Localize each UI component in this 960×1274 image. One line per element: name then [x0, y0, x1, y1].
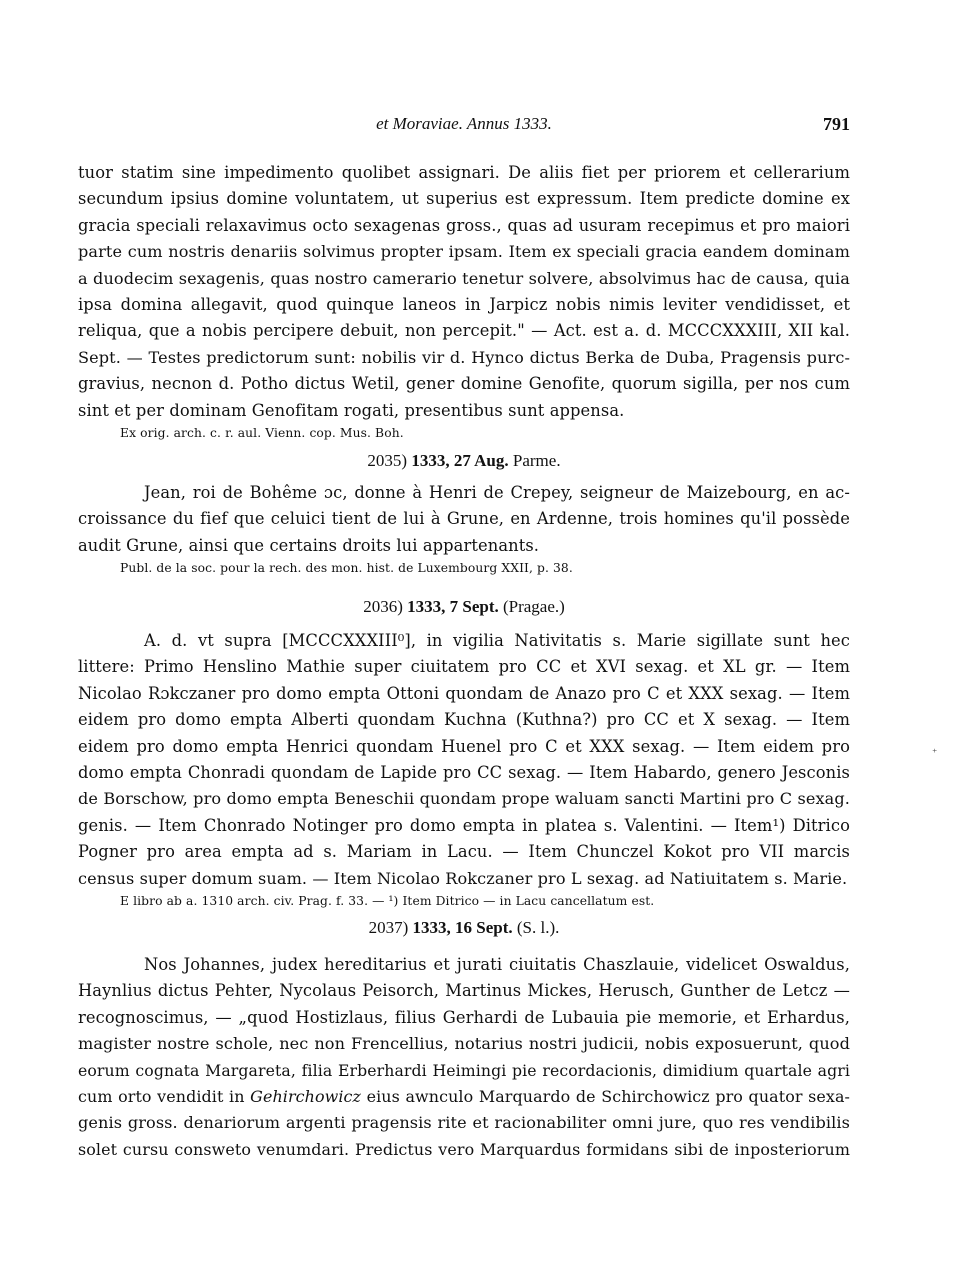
text-line: ipsa domina allegavit, quod quinque laneos in Jarpicz nobis nimis leviter vendidisset, et [78, 294, 850, 314]
running-head: et Moraviae. Annus 1333. [376, 114, 552, 133]
entry-place: Parme. [512, 451, 561, 470]
source-note: Publ. de la soc. pour la rech. des mon. hist. de Luxembourg XXII, p. 38. [120, 561, 573, 576]
text-line: genis gross. denariorum argenti pragensis rite et racionabiliter omni jure, quo res vendibilis [78, 1113, 850, 1133]
entry-heading-2037 [78, 918, 850, 938]
text-line: eidem pro domo empta Henrici quondam Huenel pro C et XXX sexag. — Item eidem pro [78, 736, 850, 756]
text-line: croissance du fief que celuici tient de lui à Grune, en Ardenne, trois homines qu'il possède [78, 509, 850, 529]
text-line: census super domum suam. — Item Nicolao Rokczaner pro L sexag. ad Natiuitatem s. Marie. [78, 868, 848, 888]
text-line: Nos Johannes, judex hereditarius et jurati ciuitatis Chaszlauie, videlicet Oswaldus, [144, 955, 850, 974]
text-line: sint et per dominam Genofitam rogati, presentibus sunt appensa. [78, 400, 625, 420]
margin-mark: ⁺ [932, 748, 938, 759]
entry-heading-2036 [78, 597, 850, 617]
text-line: domo empta Chonradi quondam de Lapide pro CC sexag. — Item Habardo, genero Jesconis [78, 762, 850, 782]
entry-body-2036 [78, 628, 850, 910]
text-line: littere: Primo Henslino Mathie super ciuitatem pro CC et XVI sexag. et XL gr. — Item [78, 657, 850, 677]
entry-date: 1333, 7 Sept. [407, 597, 499, 616]
text-line: tuor statim sine impedimento quolibet assignari. De aliis fiet per priorem et cellerarium [78, 163, 850, 182]
text-line: magister nostre schole, nec non Frencellius, notarius nostri judicii, nobis exposuerunt, quod [78, 1034, 850, 1054]
text-line: reliqua, que a nobis percipere debuit, non percepit." — Act. est a. d. MCCCXXXIII, XII kal. [78, 321, 850, 341]
italic-placename: Gehirchowicz [250, 1086, 362, 1106]
text-line: genis. — Item Chonrado Notinger pro domo empta in platea s. Valentini. — Item¹) Ditrico [78, 815, 850, 835]
text-line: solet cursu consweto venumdari. Predictus vero Marquardus formidans sibi de inposteriorum [78, 1139, 850, 1159]
text-line: parte cum nostris denariis solvimus propter ipsam. Item ex speciali gracia eandem dominam [78, 242, 850, 262]
text-segment: eius awnculo Marquardo de Schirchowicz pro quator sexa- [361, 1086, 851, 1106]
text-line: a duodecim sexagenis, quas nostro camerario tenetur solvere, absolvimus hac de causa, quia [78, 268, 850, 288]
text-line: A. d. vt supra [MCCCXXXIII⁰], in vigilia Nativitatis s. Marie sigillate sunt hec [144, 631, 850, 650]
entry-place: (Pragae.) [502, 597, 565, 616]
entry-body-2037 [78, 952, 850, 1163]
text-line: Haynlius dictus Pehter, Nycolaus Peisorch, Martinus Mickes, Herusch, Gunther de Letcz — [78, 981, 850, 1001]
page-number: 791 [823, 114, 850, 134]
text-line: secundum ipsius domine voluntatem, ut superius est expressum. Item predicte domine ex [78, 189, 850, 209]
entry-number: 2035) [367, 451, 408, 470]
entry-date: 1333, 27 Aug. [411, 451, 509, 470]
entry-body-2035 [78, 480, 850, 577]
continuation-paragraph [78, 160, 850, 442]
text-line: gracia speciali relaxavimus octo sexagenas gross., quas ad usuram recepimus et pro maiori [78, 215, 850, 235]
text-line: eorum cognata Margareta, filia Erberhardi Heimingi pie recordacionis, dimidium quartale agri [78, 1060, 850, 1080]
entry-place: (S. l.). [516, 918, 560, 937]
text-line: recognoscimus, — „quod Hostizlaus, filius Gerhardi de Lubauia pie memorie, et Erhardus, [78, 1007, 850, 1027]
text-line-with-placename [78, 1084, 850, 1110]
text-line: Nicolao Rɔkczaner pro domo empta Ottoni quondam de Anazo pro C et XXX sexag. — Item [78, 683, 850, 703]
text-line: gravius, necnon d. Potho dictus Wetil, gener domine Genofite, quorum sigilla, per nos cum [78, 374, 850, 394]
entry-number: 2036) [363, 597, 403, 616]
text-segment: cum orto vendidit in [78, 1086, 251, 1106]
entry-date: 1333, 16 Sept. [412, 918, 513, 937]
text-line: Jean, roi de Bohême ɔc, donne à Henri de Crepey, seigneur de Maizebourg, en ac- [144, 483, 850, 502]
text-line: eidem pro domo empta Alberti quondam Kuchna (Kuthna?) pro CC et X sexag. — Item [78, 710, 850, 730]
page-header [78, 114, 850, 144]
text-line: audit Grune, ainsi que certains droits lui appartenants. [78, 535, 540, 555]
text-line: Pogner pro area empta ad s. Mariam in Lacu. — Item Chunczel Kokot pro VII marcis [78, 842, 850, 862]
text-line: Sept. — Testes predictorum sunt: nobilis vir d. Hynco dictus Berka de Duba, Pragensis purc- [78, 347, 850, 367]
text-line: de Borschow, pro domo empta Beneschii quondam prope waluam sancti Martini pro C sexag. [78, 789, 850, 809]
source-note: Ex orig. arch. c. r. aul. Vienn. cop. Mus. Boh. [120, 425, 404, 440]
entry-number: 2037) [368, 918, 409, 937]
source-note: E libro ab a. 1310 arch. civ. Prag. f. 33. — ¹) Item Ditrico — in Lacu cancellatum est. [120, 893, 655, 908]
entry-heading-2035 [78, 451, 850, 471]
